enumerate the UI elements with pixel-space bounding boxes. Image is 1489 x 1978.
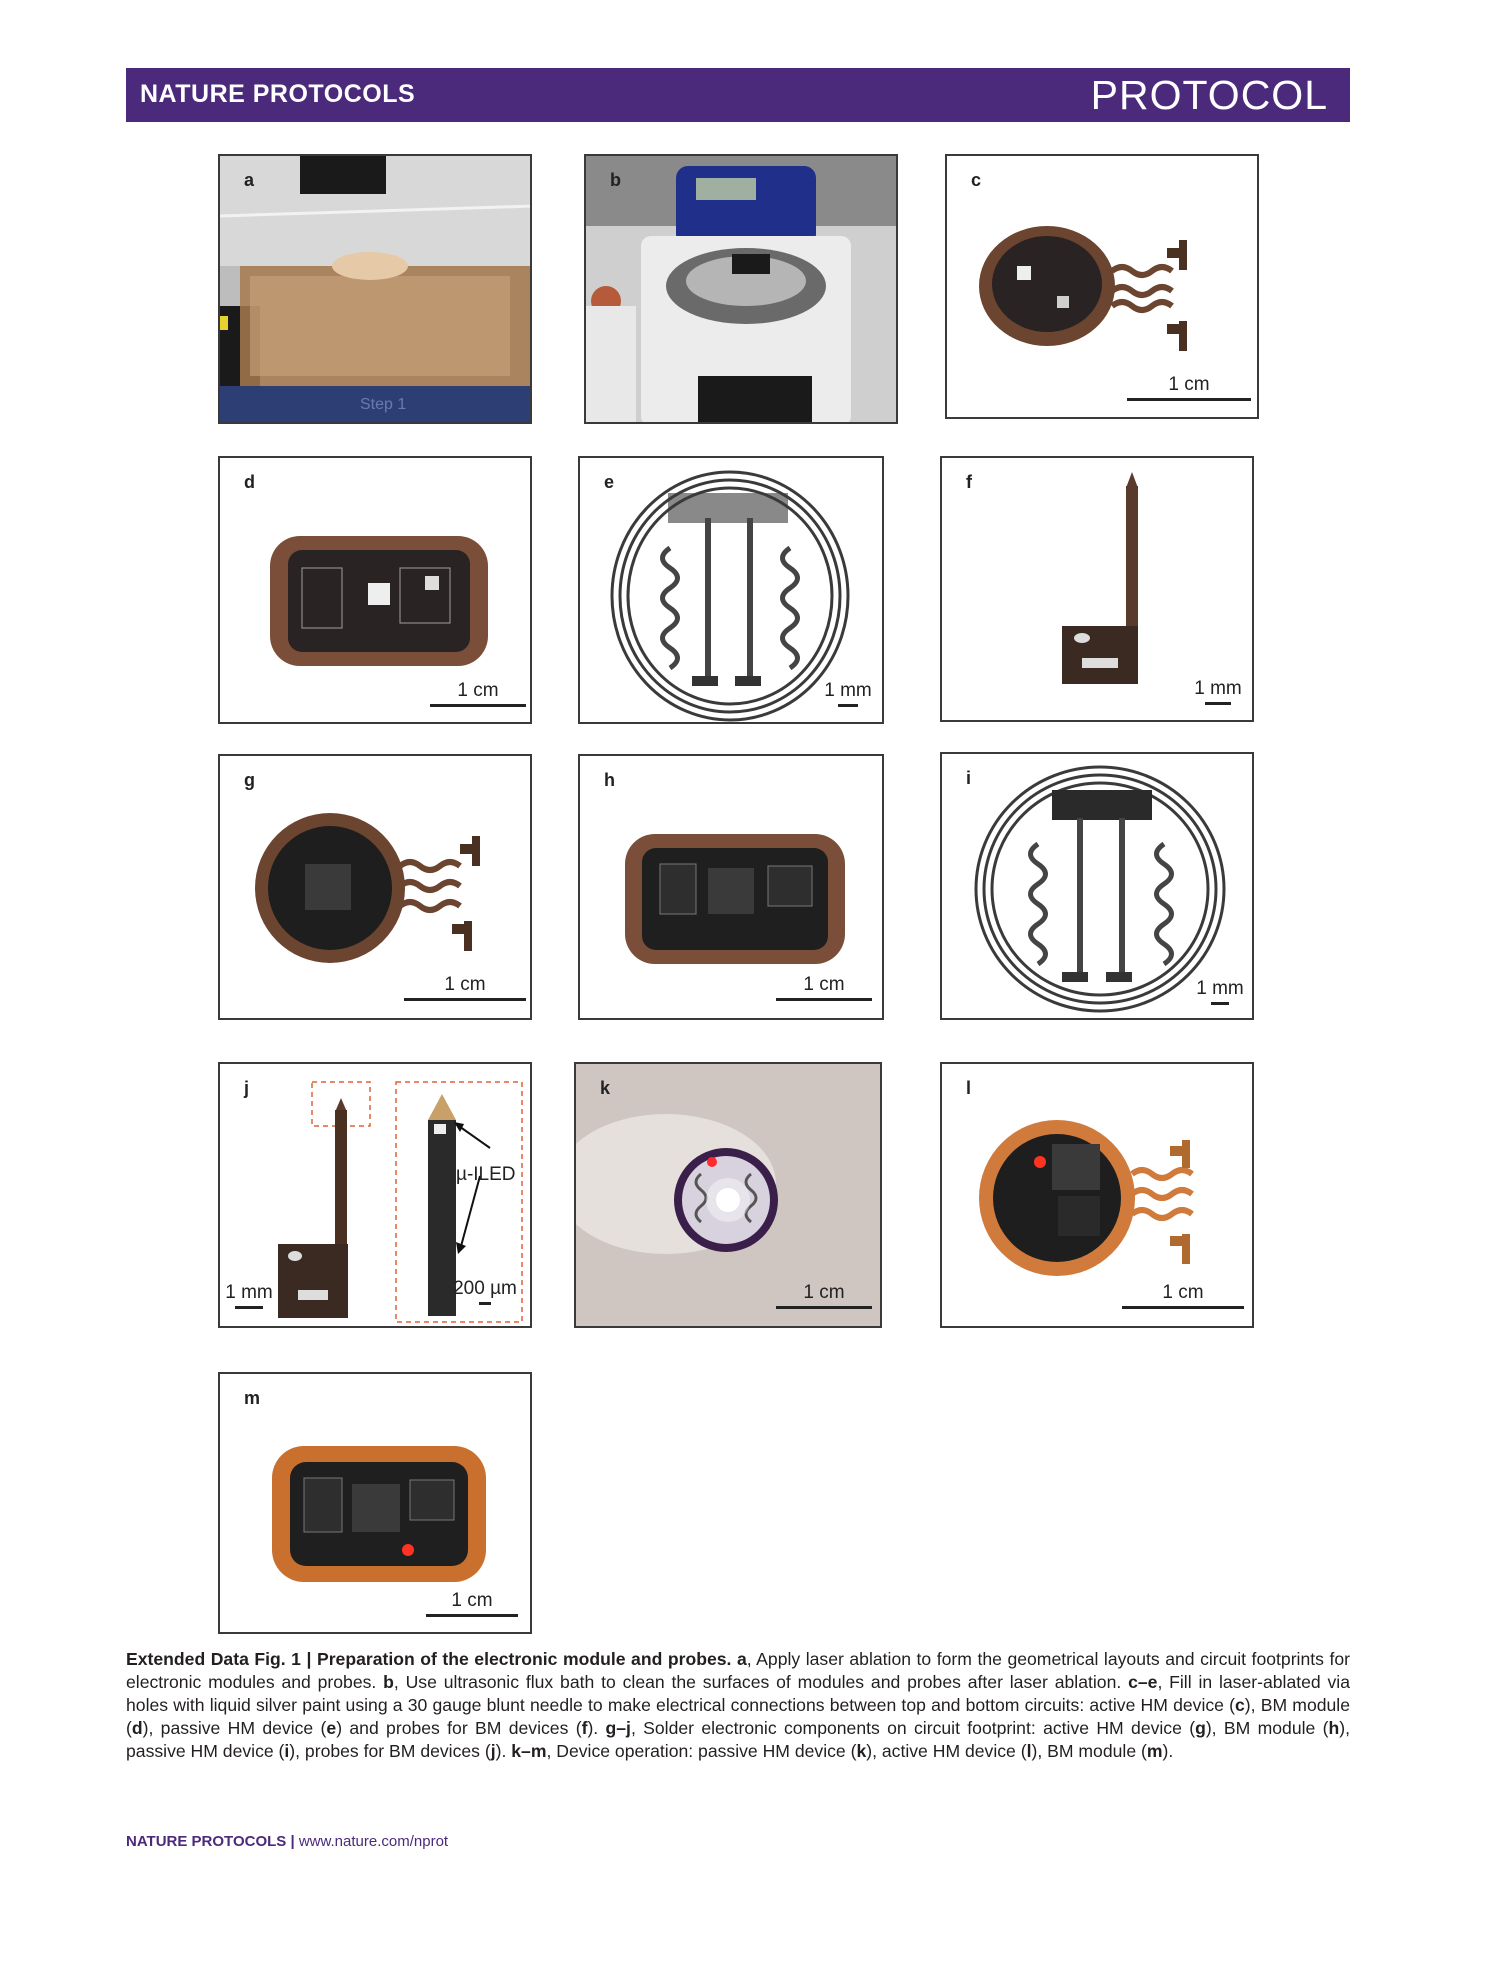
panel-k-passive-hm-operation (574, 1062, 882, 1328)
caption-panel-ref: k (856, 1741, 867, 1761)
scale-line (1205, 702, 1231, 705)
panel-f-bm-probe (940, 456, 1254, 722)
caption-panel-ref: h (1328, 1718, 1340, 1738)
caption-text: ) and probes for BM devices ( (336, 1718, 582, 1738)
figure-caption (126, 1648, 1350, 1763)
caption-panel-ref: d (131, 1718, 143, 1738)
scale-bar (1190, 678, 1246, 705)
scale-line (1122, 1306, 1244, 1309)
footer-journal: NATURE PROTOCOLS (126, 1833, 287, 1850)
scale-line (838, 704, 858, 707)
scale-label: 1 cm (457, 680, 499, 701)
caption-panel-ref: f (581, 1718, 588, 1738)
caption-text: , Solder electronic components on circuit footprint: active HM device ( (630, 1718, 1196, 1738)
scale-bar (426, 1590, 518, 1617)
caption-text: ), passive HM device ( (126, 1718, 1350, 1761)
panel-l-active-hm-operation (940, 1062, 1254, 1328)
article-type: PROTOCOL (1090, 72, 1328, 118)
scale-label: 1 mm (225, 1282, 273, 1303)
caption-panel-ref: j (490, 1741, 496, 1761)
figure-label: Extended Data Fig. 1 | (126, 1649, 317, 1669)
caption-text: ), BM module ( (1031, 1741, 1147, 1761)
panel-label: k (600, 1078, 611, 1098)
scale-line (479, 1302, 491, 1305)
caption-panel-ref: e (326, 1718, 337, 1738)
scale-line (404, 998, 526, 1001)
caption-text: ), BM module ( (1205, 1718, 1329, 1738)
panel-label: b (610, 170, 621, 190)
scale-bar (1192, 978, 1248, 1005)
step-overlay-text: Step 1 (360, 396, 407, 413)
page-footer (126, 1833, 448, 1850)
panel-a-laser-ablation (218, 154, 532, 424)
scale-label: 1 cm (803, 1282, 845, 1303)
caption-text: , Use ultrasonic flux bath to clean the surfaces of modules and probes after laser ablation. (393, 1672, 1129, 1692)
caption-panel-ref: c (1234, 1695, 1245, 1715)
panel-i-passive-hm-soldered (940, 752, 1254, 1020)
panel-m-bm-module-operation (218, 1372, 532, 1634)
caption-panel-ref: a (736, 1649, 747, 1669)
panel-label: f (966, 472, 972, 492)
panel-label: e (604, 472, 615, 492)
scale-line (1211, 1002, 1229, 1005)
scale-bar (776, 974, 872, 1001)
redaction-box (732, 254, 770, 274)
caption-panel-ref: i (284, 1741, 290, 1761)
caption-text: , Device operation: passive HM device ( (546, 1741, 857, 1761)
caption-panel-ref: m (1146, 1741, 1163, 1761)
journal-banner (126, 68, 1350, 122)
panel-label: c (971, 170, 982, 190)
caption-text: ), active HM device ( (866, 1741, 1027, 1761)
scale-bar-detail (450, 1278, 520, 1305)
caption-panel-ref: k–m (511, 1741, 547, 1761)
panel-c-active-hm-device (945, 154, 1259, 419)
scale-line (426, 1614, 518, 1617)
scale-bar (404, 974, 526, 1001)
scale-line (430, 704, 526, 707)
scale-bar (222, 1282, 276, 1309)
caption-panel-ref: g (1195, 1718, 1206, 1738)
panel-label: d (244, 472, 255, 492)
panel-b-ultrasonic-bath (584, 154, 898, 424)
iled-annotation: µ-ILED (456, 1164, 516, 1185)
caption-text: , Apply laser ablation to form the geometrical layouts and circuit footprints for electronic modules and probes. (126, 1649, 1350, 1692)
panel-j-bm-probes-soldered (218, 1062, 532, 1328)
scale-bar (1127, 374, 1251, 401)
figure-title: Preparation of the electronic module and probes. (316, 1649, 732, 1669)
caption-text: ), probes for BM devices ( (289, 1741, 491, 1761)
laser-cutter-photo (220, 156, 532, 424)
caption-panel-ref: c–e (1128, 1672, 1158, 1692)
panel-label: j (244, 1078, 250, 1098)
panel-label: h (604, 770, 615, 790)
scale-label: 1 mm (1196, 978, 1244, 999)
caption-text: ). (587, 1718, 606, 1738)
caption-panel-ref: g–j (605, 1718, 631, 1738)
redaction-box (698, 376, 812, 424)
scale-bar (820, 680, 876, 707)
scale-bar (1122, 1282, 1244, 1309)
scale-label: 1 cm (444, 974, 486, 995)
scale-line (235, 1306, 263, 1309)
scale-bar (776, 1282, 872, 1309)
caption-text: ), BM module ( (126, 1695, 1350, 1738)
footer-url[interactable]: www.nature.com/nprot (298, 1833, 449, 1850)
scale-label: 1 cm (1162, 1282, 1204, 1303)
panel-h-bm-module-soldered (578, 754, 884, 1020)
scale-label: 1 mm (1194, 678, 1242, 699)
caption-text: , Fill in laser-ablated via holes with liquid silver paint using a 30 gauge blunt needle to make electrical connections between top and bottom circuits: active HM device ( (126, 1672, 1351, 1715)
panel-e-passive-hm-device (578, 456, 884, 724)
panel-label: l (966, 1078, 972, 1098)
scale-label: 1 mm (824, 680, 872, 701)
scale-label: 1 cm (1168, 374, 1210, 395)
caption-text: ). (495, 1741, 512, 1761)
scale-label: 1 cm (803, 974, 845, 995)
footer-separator: | (286, 1833, 299, 1850)
scale-label-detail: 200 µm (453, 1278, 517, 1299)
panel-d-bm-module (218, 456, 532, 724)
journal-name: NATURE PROTOCOLS (140, 80, 416, 108)
panel-g-active-hm-soldered (218, 754, 532, 1020)
caption-panel-ref: b (383, 1672, 394, 1692)
scale-line (776, 1306, 872, 1309)
scale-label: 1 cm (451, 1590, 493, 1611)
scale-bar (430, 680, 526, 707)
caption-panel-ref: l (1026, 1741, 1032, 1761)
redaction-box (300, 156, 386, 194)
panel-label: i (966, 768, 972, 788)
panel-label: g (244, 770, 255, 790)
scale-line (1127, 398, 1251, 401)
scale-line (776, 998, 872, 1001)
panel-label: a (244, 170, 255, 190)
caption-text: ), passive HM device ( (142, 1718, 327, 1738)
panel-label: m (244, 1388, 261, 1408)
caption-text: ). (1162, 1741, 1174, 1761)
